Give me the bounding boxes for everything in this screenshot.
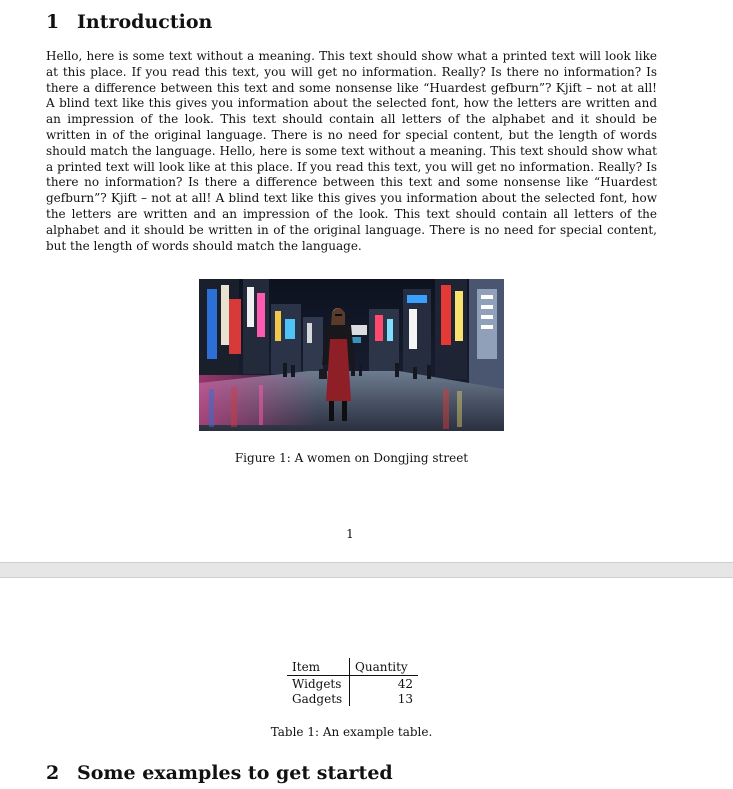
figure-street-photo [199, 279, 504, 431]
body-paragraph: Hello, here is some text without a meaning. This text should show what a printed text will look like at this place. If you read this text, you will get no information. Really? Is there no information? Is there a difference between this text and some nonsense like “Huardest gefburn”? Kjift – not at all! A blind text like this gives you information about the selected font, how the letters are written and an impression of the look. This text should contain all letters of the alphabet and it should be written in of the original language. There is no need for special content, but the length of words should match the language. Hello, here is some text without a meaning. This text should show what a printed text will look like at this place. If you read this text, you will get no information. Really? Is there no information? Is there a difference between this text and some nonsense like “Huardest gefburn”? Kjift – not at all! A blind text like this gives you information about the selected font, how the letters are written and an impression of the look. This text should contain all letters of the alphabet and it should be written in of the original language. There is no need for special content, but the length of words should match the language. [46, 49, 657, 253]
column-header-quantity: Quantity [350, 658, 419, 676]
table-cell-item: Gadgets [287, 691, 350, 706]
section-heading-introduction [46, 13, 212, 32]
table-cell-quantity: 13 [397, 692, 413, 706]
column-header-item: Item [287, 658, 350, 676]
section-number: 1 [46, 11, 60, 33]
page-number: 1 [346, 527, 354, 541]
table-caption: Table 1: An example table. [270, 725, 433, 739]
table-cell-quantity: 42 [397, 677, 413, 691]
section-title: Some examples to get started [77, 762, 393, 784]
table-header-row [287, 658, 418, 676]
section-heading-examples [46, 764, 393, 783]
table-row [287, 691, 418, 706]
street-photo-image [199, 279, 504, 431]
document-page-2 [0, 578, 733, 789]
page-separator [0, 562, 733, 578]
example-table [287, 658, 418, 706]
table-cell-item: Widgets [287, 676, 350, 692]
table-row [287, 676, 418, 692]
section-title: Introduction [77, 11, 213, 33]
data-table [287, 658, 418, 706]
figure-caption: Figure 1: A women on Dongjing street [234, 451, 469, 465]
section-number: 2 [46, 762, 60, 784]
